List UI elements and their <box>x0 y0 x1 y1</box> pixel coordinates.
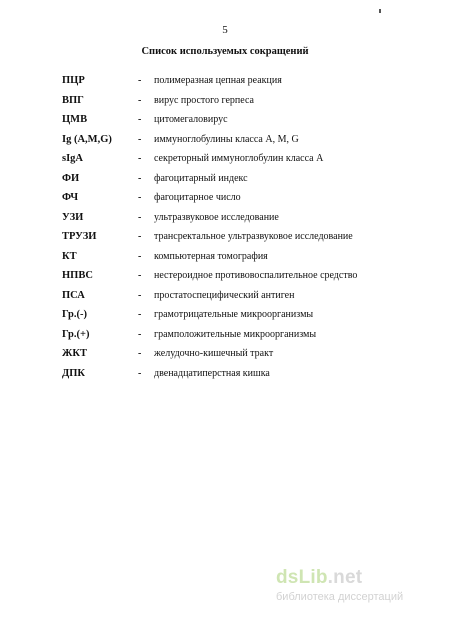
page-number: 5 <box>222 24 228 36</box>
watermark <box>276 568 446 604</box>
abbreviation-dash: - <box>138 328 142 340</box>
abbreviation-definition: ультразвуковое исследование <box>154 211 279 223</box>
abbreviation-term: ВПГ <box>62 94 84 106</box>
abbreviation-dash: - <box>138 94 142 106</box>
abbreviation-dash: - <box>138 192 142 203</box>
abbreviation-term: ЖКТ <box>62 348 87 359</box>
abbreviation-dash: - <box>138 114 142 125</box>
abbreviation-term: Гр.(-) <box>62 309 87 320</box>
abbreviation-definition: вирус простого герпеса <box>154 94 254 106</box>
abbreviation-definition: цитомегаловирус <box>154 114 228 125</box>
abbreviation-definition: фагоцитарное число <box>154 192 241 203</box>
abbreviation-row <box>62 367 422 387</box>
abbreviation-term: ТРУЗИ <box>62 231 97 242</box>
abbreviation-row <box>62 347 422 367</box>
abbreviation-row <box>62 94 422 114</box>
abbreviation-definition: компьютерная томография <box>154 250 268 262</box>
abbreviation-row <box>62 152 422 172</box>
abbreviation-definition: полимеразная цепная реакция <box>154 75 282 86</box>
abbreviation-dash: - <box>138 231 142 242</box>
abbreviation-term: ПЦР <box>62 75 85 86</box>
abbreviation-row <box>62 74 422 94</box>
abbreviation-row <box>62 230 422 250</box>
abbreviation-row <box>62 172 422 192</box>
abbreviation-definition: трансректальное ультразвуковое исследование <box>154 231 353 242</box>
abbreviation-row <box>62 289 422 309</box>
abbreviation-definition: желудочно-кишечный тракт <box>154 348 274 359</box>
abbreviation-term: ПСА <box>62 289 85 301</box>
abbreviation-row <box>62 133 422 153</box>
watermark-logo-suffix: .net <box>327 567 363 588</box>
abbreviation-term: ФЧ <box>62 192 79 203</box>
abbreviation-row <box>62 211 422 231</box>
abbreviation-dash: - <box>138 348 142 359</box>
abbreviation-definition: грамотрицательные микроорганизмы <box>154 309 314 320</box>
abbreviation-dash: - <box>138 367 142 379</box>
abbreviation-row <box>62 269 422 289</box>
abbreviation-dash: - <box>138 211 142 223</box>
abbreviation-definition: грамположительные микроорганизмы <box>154 328 317 340</box>
abbreviation-row <box>62 113 422 133</box>
abbreviation-list <box>62 74 422 386</box>
abbreviation-term: ДПК <box>62 367 86 379</box>
abbreviation-dash: - <box>138 153 142 164</box>
abbreviation-term: УЗИ <box>62 211 84 223</box>
abbreviation-term: Ig (A,M,G) <box>62 133 112 145</box>
abbreviation-dash: - <box>138 250 142 262</box>
abbreviation-definition: иммуноглобулины класса A, M, G <box>154 133 299 145</box>
abbreviation-term: Гр.(+) <box>62 328 90 340</box>
abbreviation-dash: - <box>138 289 142 301</box>
abbreviation-definition: секреторный иммуноглобулин класса A <box>154 153 324 164</box>
abbreviation-dash: - <box>138 75 142 86</box>
abbreviation-dash: - <box>138 172 142 184</box>
page-title: Список используемых сокращений <box>141 46 309 57</box>
abbreviation-term: ФИ <box>62 172 80 184</box>
abbreviation-row <box>62 191 422 211</box>
abbreviation-term: ЦМВ <box>62 114 88 125</box>
abbreviation-dash: - <box>138 133 142 145</box>
abbreviation-definition: нестероидное противовоспалительное средство <box>154 270 358 281</box>
abbreviation-row <box>62 308 422 328</box>
scan-mark <box>379 9 381 13</box>
abbreviation-term: НПВС <box>62 270 93 281</box>
abbreviation-row <box>62 250 422 270</box>
abbreviation-row <box>62 328 422 348</box>
abbreviation-definition: двенадцатиперстная кишка <box>154 367 270 379</box>
abbreviation-definition: простатоспецифический антиген <box>154 289 295 301</box>
abbreviation-term: КТ <box>62 250 77 262</box>
watermark-logo-main: dsLib <box>276 567 328 588</box>
abbreviation-definition: фагоцитарный индекс <box>154 172 248 184</box>
abbreviation-dash: - <box>138 309 142 320</box>
abbreviation-term: sIgA <box>62 153 84 164</box>
watermark-logo <box>276 568 446 588</box>
watermark-subtitle: библиотека диссертаций <box>276 591 404 603</box>
abbreviation-dash: - <box>138 270 142 281</box>
